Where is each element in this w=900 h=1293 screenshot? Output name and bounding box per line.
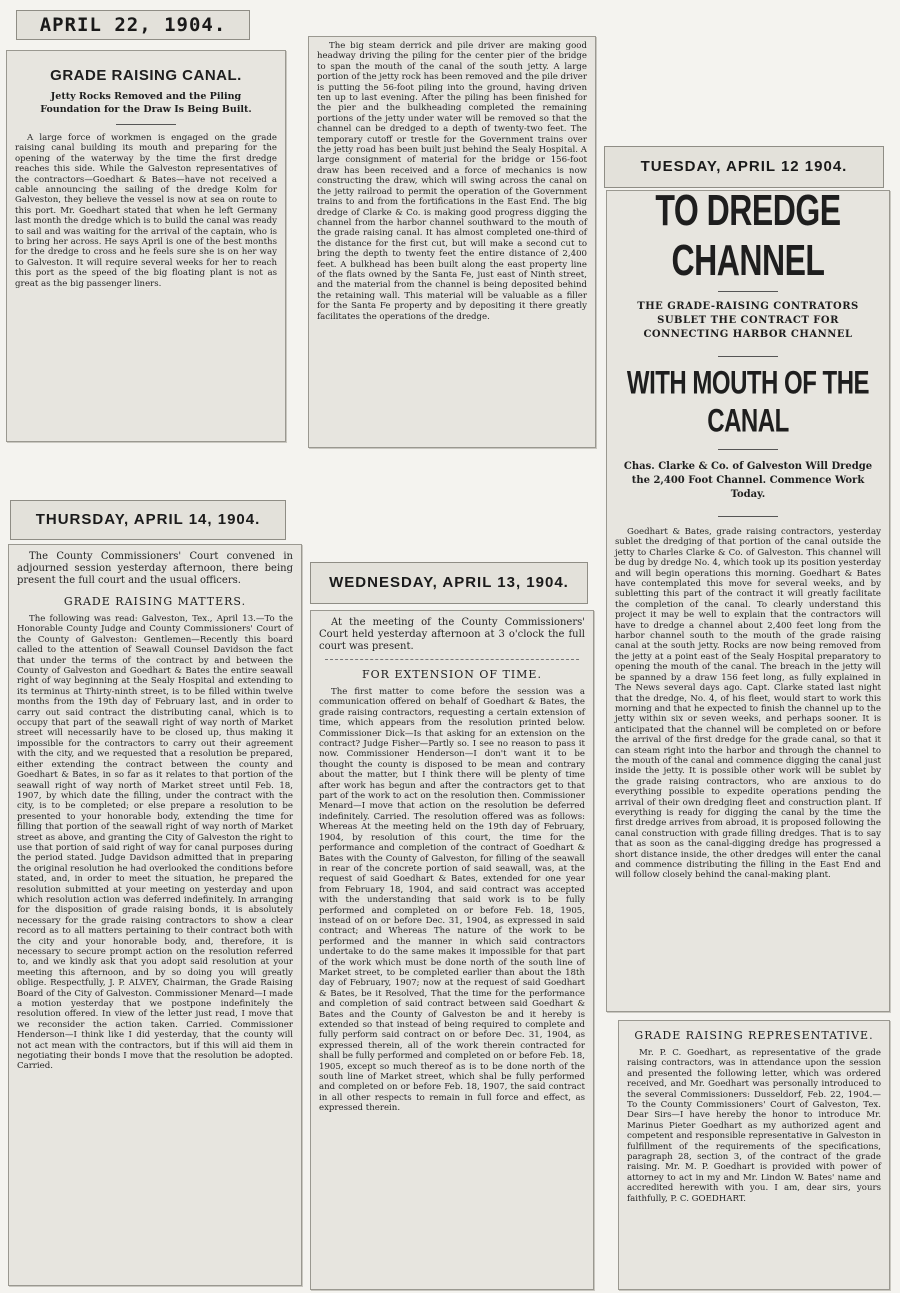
- headline-grade-raising-canal: GRADE RAISING CANAL.: [50, 67, 242, 84]
- date-banner-april-22: APRIL 22, 1904.: [16, 10, 250, 40]
- headline-with-mouth-of-canal: WITH MOUTH OF THE CANAL: [626, 365, 870, 440]
- article-body-steam-derrick: The big steam derrick and pile driver are making good headway driving the piling for the center pier of the bridge to span the mouth of the canal of the south jetty. A large portion of the jetty rock has been removed and the pile driver is putting the 56-foot piling into the ground, having driven ten up to last evening. After the piling has been finished for the pier and the bulkheading completed the remaining portions of the jetty under water will be removed so that the channel can be dredged to a depth of twenty-two feet. The temporary cutoff or trestle for the Government trains over the jetty road has been built just behind the Sealy Hospital. A large consignment of material for the bridge or 156-foot draw has been received and a force of mechanics is now constructing the draw, which will swing across the canal on the jetty railroad to permit the operation of the Government trains to and from the fortifications in the East End. The big dredge of Clarke & Co. is making good progress digging the channel from the harbor channel southward to the mouth of the grade raising canal. It has almost completed one-third of the distance for the first cut, but will make a second cut to bring the depth to twenty feet the entire distance of 2,400 feet. A bulkhead has been built along the east property line of the flats owned by the Santa Fe, just east of Ninth street, and the material from the channel is being deposited behind the retaining wall. This material will be valuable as a filler for the Santa Fe property and by depositing it there greatly facilitates the operations of the dredge.: [317, 41, 587, 322]
- divider: [116, 124, 176, 125]
- article-body-grade-raising-representative: Mr. P. C. Goedhart, as representative of the grade raising contractors, was in attendance upon the session and presented the following letter, which was ordered received, and Mr. Goedhart was personally introduced to the several Commissioners: Dusseldorf, Feb. 22, 1904.—To the County Commissioners' Court of Galveston, Tex. Dear Sirs—I have hereby the honor to introduce Mr. Marinus Pieter Goedhart as my authorized agent and competent and responsible representative in Galveston in fulfillment of the requirements of the specifications, paragraph 28, section 3, of the contract of the grade raising. Mr. M. P. Goedhart is provided with power of attorney to act in my and Mr. Lindon W. Bates' name and accredited herewith with you. I am, dear sirs, yours faithfully, P. C. GOEDHART.: [627, 1048, 881, 1204]
- deck-jetty-rocks: Jetty Rocks Removed and the Piling Foundation for the Draw Is Being Built.: [40, 91, 252, 115]
- intro-meeting: At the meeting of the County Commissioners' Court held yesterday afternoon at 3 o'clock the full court was present.: [319, 617, 585, 652]
- clip-steam-derrick: [308, 36, 596, 448]
- deck-grade-raising-contractors: THE GRADE-RAISING CONTRATORS SUBLET THE CONTRACT FOR CONNECTING HARBOR CHANNEL: [637, 301, 859, 340]
- divider: [718, 449, 778, 450]
- date-banner-april-12: TUESDAY, APRIL 12 1904.: [604, 146, 884, 188]
- divider: [718, 291, 778, 292]
- article-body-for-extension-of-time: The first matter to come before the session was a communication offered on behalf of Goedhart & Bates, the grade raising contractors, requesting a certain extension of time, which appears from the resolution printed below. Commissioner Dick—Is that asking for an extension on the contract? Judge Fisher—Partly so. I see no reason to pass it now. Commissioner Henderson—I don't want it to be thought the county is disposed to be mean and contrary about the matter, but I think there will be plenty of time after work has begun and after the contractors get to that part of the work to act on the resolution then. Commissioner Menard—I move that action on the resolution be deferred indefinitely. Carried. The resolution offered was as follows: Whereas At the meeting held on the 19th day of February, 1904, by resolution of this court, the time for the performance and completion of the contract of Goedhart & Bates with the County of Galveston, for filling of the seawall in rear of the concrete portion of said seawall, was, at the request of said Goedhart & Bates, extended for one year from February 18, 1904, and said contract was accepted with the understanding that said work is to be fully performed and completed on or before Feb. 18, 1905, instead of on or before Dec. 31, 1904, as expressed in said contract; and Whereas The nature of the work to be performed and the manner in which said contractors undertake to do the same makes it impossible for that part of the work which must be done north of the south line of Market street, to be completed earlier than about the 18th day of February, 1907; now at the request of said Goedhart & Bates, be it Resolved, That the time for the performance and completion of said contract between said Goedhart & Bates and the County of Galveston be and it hereby is extended so that instead of being required to complete and fully perform said contract on or before Dec. 31, 1904, as expressed therein, all of the work therein contracted for shall be fully performed and completed on or before Feb. 18, 1905, except so much thereof as is to be done north of the south line of Market street, which shal be fully performed and completed on or before Feb. 18, 1907, the said contract in all other respects to remain in full force and effect, as expressed therein.: [319, 687, 585, 1114]
- headline-to-dredge-channel: TO DREDGE CHANNEL: [655, 190, 841, 285]
- subhead-grade-raising-representative: GRADE RAISING REPRESENTATIVE.: [634, 1029, 874, 1042]
- article-body-to-dredge-channel: Goedhart & Bates, grade raising contractors, yesterday sublet the dredging of that portion of the canal outside the jetty to Charles Clarke & Co. of Galveston. This channel will be dug by dredge No. 4, which took up its position yesterday and will begin operations this morning. Goedhart & Bates have contemplated this move for several weeks, and by subletting this part of the contract it will greatly facilitate the completion of the canal. To clearly understand this project it may be well to explain that the contractors will have to dredge a channel about 2,400 feet long from the harbor channel south to the mouth of the grade raising canal at the south jetty. Rocks are now being removed from the jetty at a point east of the Sealy Hospital preparatory to opening the mouth of the canal. The breach in the jetty will be spanned by a draw 156 feet long, as fully explained in The News several days ago. Capt. Clarke stated last night that the dredge, No. 4, of his fleet, would start to work this morning and that he expected to finish the channel up to the jetty within six or seven weeks, and perhaps sooner. It is anticipated that the channel will be completed on or before the arrival of the first dredge for the grade canal, so that it can steam right into the harbor and through the channel to the mouth of the canal and commence digging the canal just inside the jetty. It is possible other work will be sublet by the grade raising contractors, who are anxious to do everything possible to expedite operations pending the arrival of their own dredging fleet and construction plant. If everything is ready for digging the canal by the time the first dredge arrives from abroad, it is proposed following the canal construction with grade filling dredges. That is to say that as soon as the canal-digging dredge has progressed a short distance inside, the other dredges will enter the canal and commence distributing the filling in the East End and will follow closely behind the canal-making plant.: [615, 527, 881, 881]
- clip-to-dredge-channel: [606, 190, 890, 1012]
- article-body-grade-raising-matters: The following was read: Galveston, Tex., April 13.—To the Honorable County Judge and County Commissioners' Court of the County of Galveston: Gentlemen—Recently this board called to the attention of Seawall Counsel Davidson the fact that under the terms of the contract by and between the County of Galveston and Goedhart & Bates the entire seawall right of way beginning at the Sealy Hospital and extending to its terminus at Thirty-ninth street, is to be filled within twelve months from the 19th day of February last, and in order to carry out said contract the distributing canal, which is to occupy that part of the seawall right of way north of Market street will necessarily have to be closed up, thus making it impossible for the contractors to carry out their agreement with the city, and we requested that a resolution be prepared, either extending the contract between the county and Goedhart & Bates, in so far as it relates to that portion of the seawall right of way north of Market street until Feb. 18, 1907, by which date the filling, under the contract with the city, is to be completed; or else prepare a resolution to be presented to your honorable body, extending the time for filling that portion of the seawall right of way north of Market street as above, and granting the City of Galveston the right to use that portion of said right of way for canal purposes during the period stated. Judge Davidson admitted that in preparing the original resolution he had overlooked the conditions before stated, and, in order to meet the situation, he prepared the resolution submitted at your meeting on yesterday and upon which resolution action was deferred indefinitely. In arranging for the disposition of grade raising bonds, it is absolutely necessary for the grade raising contractors to show a clear record as to all matters pertaining to their contract both with the city and your honorable body, and, therefore, it is necessary to secure prompt action on the resolution referred to, and we kindly ask that you adopt said resolution at your meeting this afternoon, and by so doing you will greatly oblige. Respectfully, J. P. ALVEY, Chairman, the Grade Raising Board of the City of Galveston. Commissioner Menard—I made a motion yesterday that we postpone indefinitely the resolution offered. In view of the letter just read, I move that we reconsider the action taken. Carried. Commissioner Henderson—I think like I did yesterday, that the county will not act mean with the contractors, but if this will aid them in negotiating their bonds I move that the resolution be adopted. Carried.: [17, 614, 293, 1072]
- clip-county-commissioners-april-13: [310, 610, 594, 1290]
- intro-county-court: The County Commissioners' Court convened in adjourned session yesterday afternoon, there being present the full court and the usual officers.: [17, 551, 293, 586]
- divider: [718, 356, 778, 357]
- subhead-grade-raising-matters: GRADE RAISING MATTERS.: [63, 595, 247, 608]
- clip-county-commissioners-april-14: [8, 544, 302, 1286]
- clip-grade-raising-canal: [6, 50, 286, 442]
- date-banner-april-13: WEDNESDAY, APRIL 13, 1904.: [310, 562, 588, 604]
- deck-chas-clarke: Chas. Clarke & Co. of Galveston Will Dredge the 2,400 Foot Channel. Commence Work Today.: [623, 461, 873, 500]
- subhead-for-extension-of-time: FOR EXTENSION OF TIME.: [362, 668, 542, 681]
- date-banner-april-14: THURSDAY, APRIL 14, 1904.: [10, 500, 286, 540]
- divider: [325, 659, 579, 660]
- divider: [718, 516, 778, 517]
- article-body-grade-raising-canal: A large force of workmen is engaged on the grade raising canal building its mouth and preparing for the opening of the waterway by the time the first dredge reaches this side. While the Galveston representatives of the contractors—Goedhart & Bates—have not received a cable announcing the sailing of the dredge Kolm for Galveston, they believe the vessel is now at sea on route to this port. Mr. Goedhart stated that when he left Germany last month the dredge which is to build the canal was ready to sail and was waiting for the arrival of the captain, who is to bring her across. He says April is one of the best months for the dredge to cross and he feels sure she is on her way to Galveston. It will require several weeks for her to reach this port as the speed of the big floating plant is not as great as the big passenger liners.: [15, 133, 277, 289]
- clip-grade-raising-representative: [618, 1020, 890, 1290]
